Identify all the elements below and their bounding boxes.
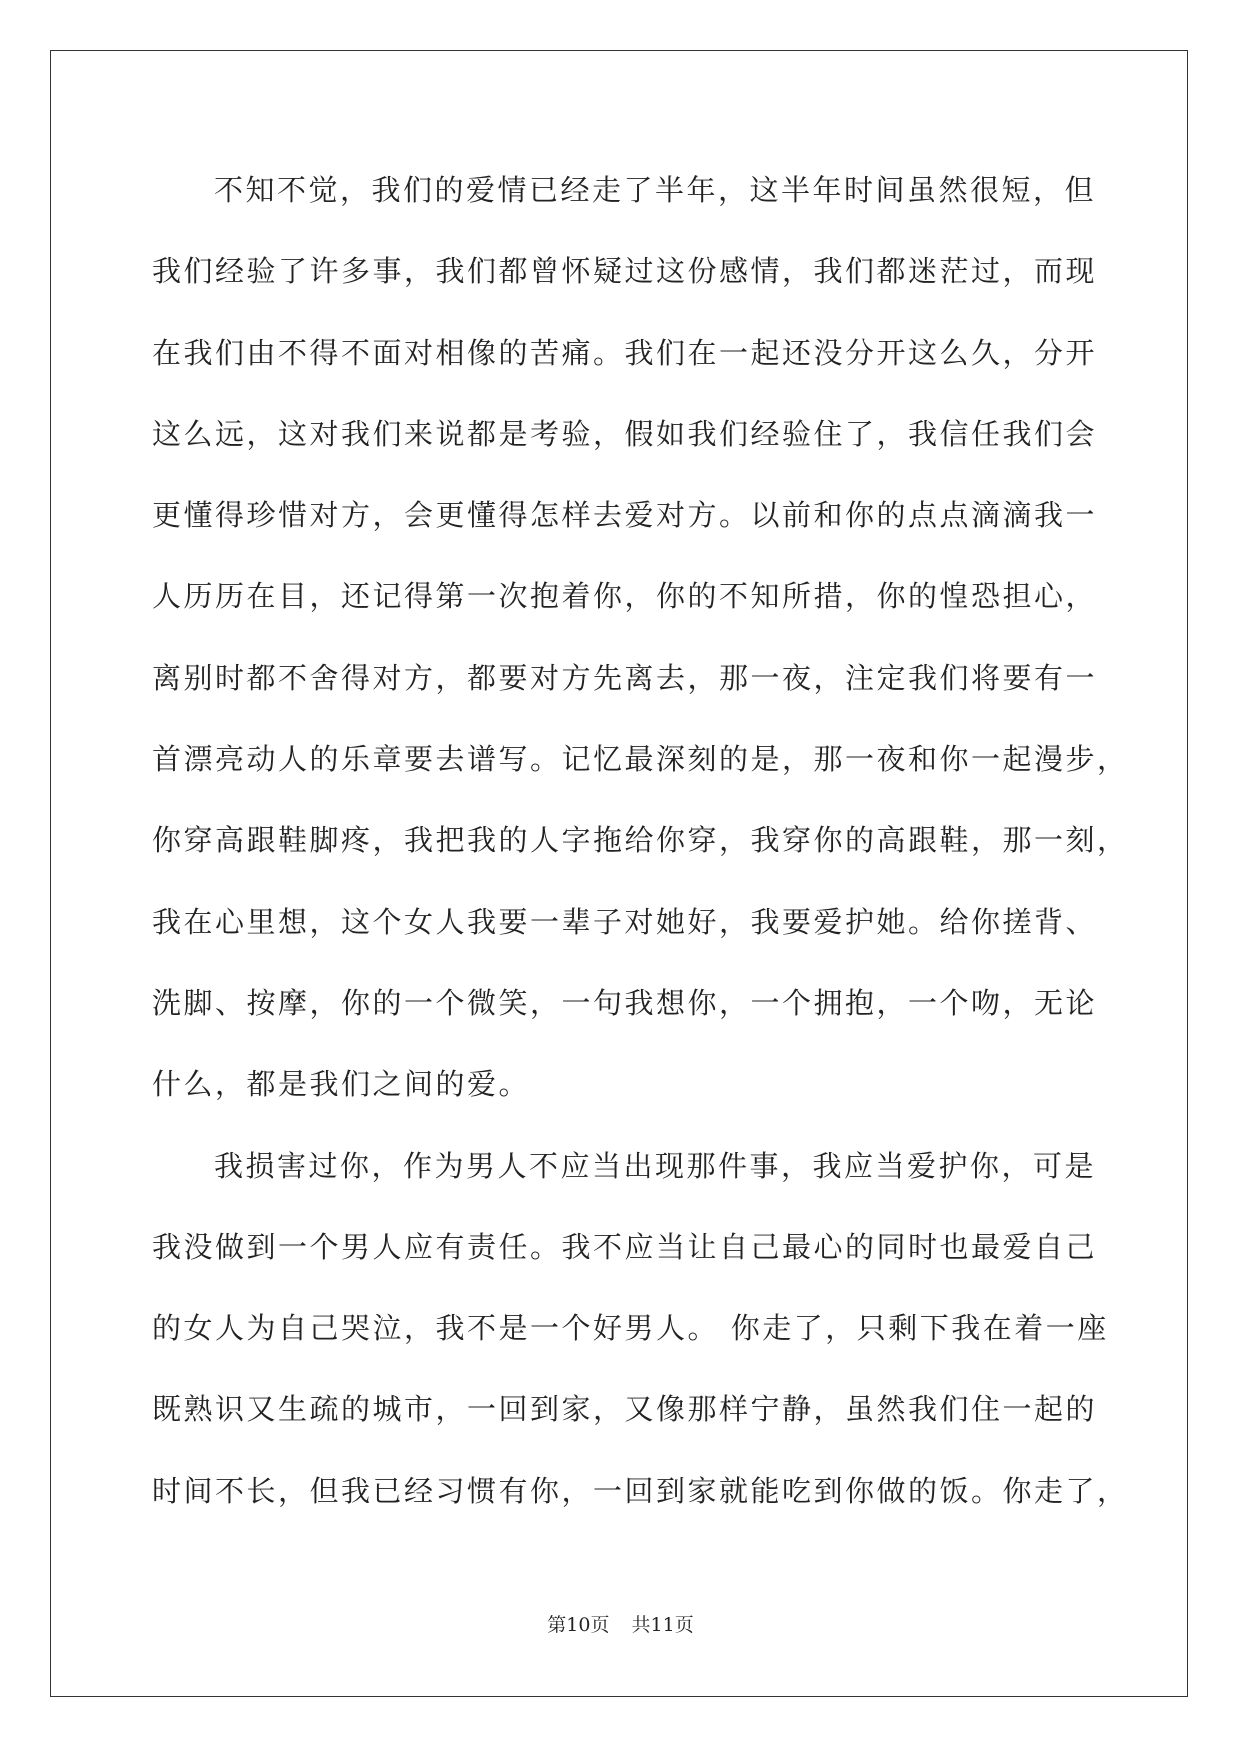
page-footer: [0, 1610, 1241, 1637]
paragraph-1-line-10: 我在心里想，这个女人我要一辈子对她好，我要爱护她。给你搓背、: [152, 904, 1098, 939]
document-body: [152, 160, 1129, 1542]
paragraph-2-line-4: 既熟识又生疏的城市，一回到家，又像那样宁静，虽然我们住一起的: [152, 1392, 1098, 1427]
paragraph-1-line-11: 洗脚、按摩，你的一个微笑，一句我想你，一个拥抱，一个吻，无论: [152, 985, 1098, 1020]
total-pages: 共11页: [631, 1614, 694, 1636]
current-page-number: 第10页: [547, 1614, 610, 1636]
paragraph-2-line-1: 我损害过你，作为男人不应当出现那件事，我应当爱护你，可是: [214, 1148, 1097, 1183]
paragraph-1-line-4: 这么远，这对我们来说都是考验，假如我们经验住了，我信任我们会: [152, 416, 1098, 451]
paragraph-2-line-3: 的女人为自己哭泣，我不是一个好男人。 你走了，只剩下我在着一座: [152, 1311, 1109, 1346]
paragraph-1-line-12: 什么，都是我们之间的爱。: [152, 1067, 531, 1102]
paragraph-2-line-2: 我没做到一个男人应有责任。我不应当让自己最心的同时也最爱自己: [152, 1229, 1098, 1264]
paragraph-1-line-5: 更懂得珍惜对方，会更懂得怎样去爱对方。以前和你的点点滴滴我一: [152, 498, 1098, 533]
paragraph-1-line-3: 在我们由不得不面对相像的苦痛。我们在一起还没分开这么久，分开: [152, 335, 1098, 370]
paragraph-1-line-8: 首漂亮动人的乐章要去谱写。记忆最深刻的是，那一夜和你一起漫步，: [152, 742, 1129, 777]
paragraph-1-line-6: 人历历在目，还记得第一次抱着你，你的不知所措，你的惶恐担心，: [152, 579, 1098, 614]
paragraph-1-line-9: 你穿高跟鞋脚疼，我把我的人字拖给你穿，我穿你的高跟鞋，那一刻，: [152, 823, 1129, 858]
paragraph-1-line-1: 不知不觉，我们的爱情已经走了半年，这半年时间虽然很短，但: [214, 173, 1097, 207]
paragraph-2-line-5: 时间不长，但我已经习惯有你，一回到家就能吃到你做的饭。你走了，: [152, 1473, 1129, 1508]
paragraph-1-line-2: 我们经验了许多事，我们都曾怀疑过这份感情，我们都迷茫过，而现: [152, 254, 1098, 289]
paragraph-1-line-7: 离别时都不舍得对方，都要对方先离去，那一夜，注定我们将要有一: [152, 660, 1098, 695]
